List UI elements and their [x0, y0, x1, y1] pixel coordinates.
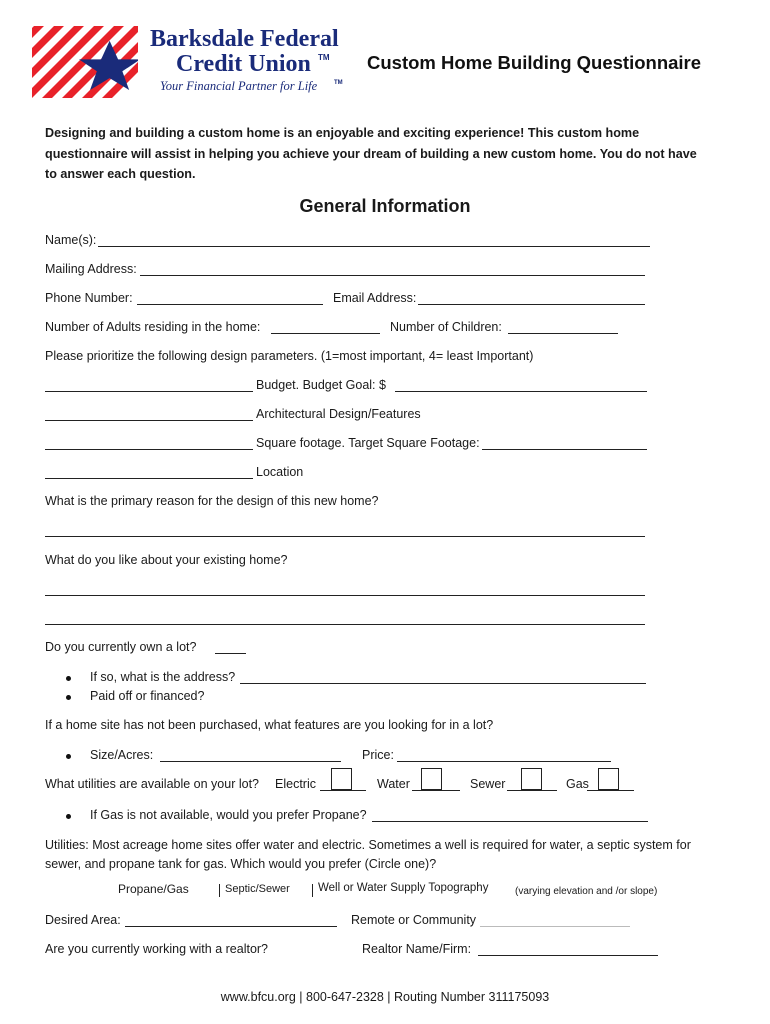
- budget-label: Budget. Budget Goal: $: [256, 378, 386, 392]
- realtor-name-field[interactable]: [478, 955, 658, 956]
- sqft-rank-field[interactable]: [45, 449, 253, 450]
- logo-tagline-tm: TM: [334, 80, 343, 86]
- remote-community-label: Remote or Community: [351, 913, 477, 927]
- budget-rank-field[interactable]: [45, 391, 253, 392]
- option-septic-sewer[interactable]: Septic/Sewer: [225, 883, 290, 895]
- brand-logo: [30, 26, 350, 100]
- electric-line: [320, 790, 366, 791]
- utilities-question: What utilities are available on your lot?: [45, 777, 260, 791]
- size-acres-field[interactable]: [160, 761, 341, 762]
- utilities-note: Utilities: Most acreage home sites offer water and electric. Sometimes a well is required for water, a septic system for sewer, and propane tank for gas. Which would you prefer (Circle one)?: [45, 838, 691, 871]
- water-checkbox[interactable]: [421, 768, 442, 790]
- mailing-label: Mailing Address:: [45, 262, 137, 276]
- sewer-label: Sewer: [470, 777, 506, 791]
- bullet: [66, 695, 71, 700]
- option-well-water[interactable]: Well or Water Supply Topography: [318, 882, 489, 894]
- bullet: [66, 754, 71, 759]
- electric-checkbox[interactable]: [331, 768, 352, 790]
- own-lot-label: Do you currently own a lot?: [45, 640, 197, 654]
- sqft-target-field[interactable]: [482, 449, 647, 450]
- water-line: [412, 790, 460, 791]
- architectural-label: Architectural Design/Features: [256, 407, 421, 421]
- option-varying-note: (varying elevation and /or slope): [515, 886, 658, 897]
- prioritize-text: Please prioritize the following design parameters. (1=most important, 4= least Important): [45, 349, 534, 363]
- size-acres-label: Size/Acres:: [90, 748, 154, 762]
- existing-home-field-2[interactable]: [45, 624, 645, 625]
- price-field[interactable]: [397, 761, 611, 762]
- option-propane-gas[interactable]: Propane/Gas: [118, 882, 189, 896]
- intro-paragraph: Designing and building a custom home is an enjoyable and exciting experience! This custom home questionnaire will assist in helping you achieve your dream of building a new custom home. You do not have to answer each question.: [45, 126, 697, 181]
- realtor-name-label: Realtor Name/Firm:: [362, 942, 472, 956]
- sewer-line: [507, 790, 557, 791]
- mailing-field[interactable]: [140, 275, 645, 276]
- section-title: General Information: [299, 196, 471, 216]
- divider: [312, 884, 313, 897]
- gas-line: [587, 790, 634, 791]
- bullet: [66, 676, 71, 681]
- primary-reason-label: What is the primary reason for the design of this new home?: [45, 494, 379, 508]
- architectural-rank-field[interactable]: [45, 420, 253, 421]
- own-lot-field[interactable]: [215, 653, 246, 654]
- divider: [219, 884, 220, 897]
- gas-checkbox[interactable]: [598, 768, 619, 790]
- logo-line2: Credit Union: [176, 51, 311, 77]
- lot-address-label: If so, what is the address?: [90, 670, 236, 684]
- names-field[interactable]: [98, 246, 650, 247]
- sqft-label: Square footage. Target Square Footage:: [256, 436, 480, 450]
- existing-home-label: What do you like about your existing home?: [45, 553, 288, 567]
- children-label: Number of Children:: [390, 320, 502, 334]
- adults-label: Number of Adults residing in the home:: [45, 320, 261, 334]
- email-label: Email Address:: [333, 291, 417, 305]
- desired-area-label: Desired Area:: [45, 913, 121, 927]
- bullet: [66, 814, 71, 819]
- logo-tagline: Your Financial Partner for Life: [160, 79, 318, 93]
- gas-label: Gas: [566, 777, 589, 791]
- page-title: Custom Home Building Questionnaire: [367, 52, 702, 73]
- home-site-label: If a home site has not been purchased, what features are you looking for in a lot?: [45, 718, 494, 732]
- lot-address-field[interactable]: [240, 683, 646, 684]
- location-label: Location: [256, 465, 304, 479]
- children-field[interactable]: [508, 333, 618, 334]
- electric-label: Electric: [275, 777, 316, 791]
- logo-line1: Barksdale Federal: [150, 26, 339, 52]
- adults-field[interactable]: [271, 333, 380, 334]
- budget-goal-field[interactable]: [395, 391, 647, 392]
- desired-area-field[interactable]: [125, 926, 337, 927]
- phone-label: Phone Number:: [45, 291, 133, 305]
- propane-question: If Gas is not available, would you prefer Propane?: [90, 808, 367, 822]
- email-field[interactable]: [418, 304, 645, 305]
- remote-community-field[interactable]: [480, 926, 630, 927]
- footer-contact: www.bfcu.org | 800-647-2328 | Routing Number 311175093: [220, 990, 550, 1004]
- primary-reason-field[interactable]: [45, 536, 645, 537]
- sewer-checkbox[interactable]: [521, 768, 542, 790]
- realtor-question: Are you currently working with a realtor?: [45, 942, 269, 956]
- existing-home-field-1[interactable]: [45, 595, 645, 596]
- phone-field[interactable]: [137, 304, 323, 305]
- logo-tm: TM: [318, 53, 330, 62]
- names-label: Name(s):: [45, 233, 97, 247]
- propane-field[interactable]: [372, 821, 648, 822]
- paid-off-label: Paid off or financed?: [90, 689, 205, 703]
- price-label: Price:: [362, 748, 394, 762]
- water-label: Water: [377, 777, 410, 791]
- location-rank-field[interactable]: [45, 478, 253, 479]
